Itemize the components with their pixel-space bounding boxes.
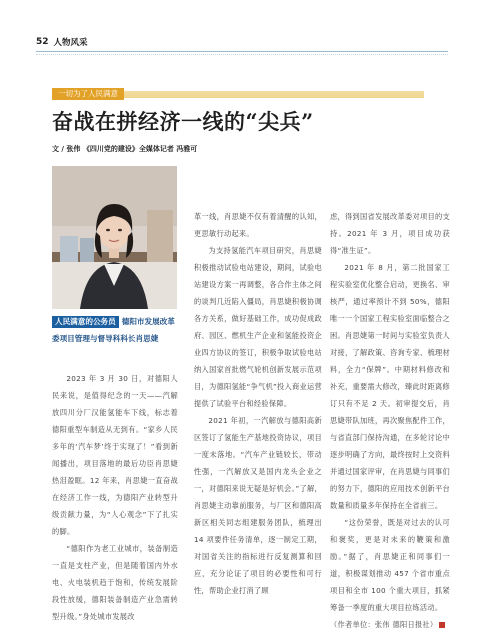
article-byline: 文 / 张伟 《四川党的建设》全媒体记者 冯雅可 [52, 145, 198, 153]
header-rule [36, 51, 448, 52]
paragraph: “德阳作为老工业城市，装备制造一直是支柱产业，但是随着国内外水电、火电装机趋于饱和，传统发展阶段性放缓，德阳装备制造产业急需转型升级。”身处城市发展改 [52, 544, 178, 621]
body-column-1 [52, 370, 178, 625]
article-title: 奋战在拼经济一线的“尖兵” [52, 109, 314, 134]
paragraph: 2021 年 8 月，第二批国家工程实验室优化整合启动，更换名、审核严，通过率预计不到 50%，德阳唯一一个国家工程实验室面临整合之困。肖思婕第一时间与实验室负责人对接，了解政策、咨询专家、梳理材料，全力“保牌”。中期材料修改和补充，重要需大修改，臻此时距离修订只有不足 2 天。初审提交后，肖思婕带队加班，再次聚焦配件工作，与省直部门保持沟通，在多轮讨论中逐步明确了方向，最终按时上交资料并通过国家评审，在肖思婕与同事们的努力下，德阳的应用技术创新平台数量和质量多年保持在全省前三。 [330, 263, 450, 510]
paragraph: 为支持氢能汽车项目研究，肖思婕积极推动试验电站建设，期间，试验电站建设方案一再调整，各合作主体之间的谈判几近陷入僵局，肖思婕积极协调各方关系，做好基础工作，成功促成政府、园区、燃机生产企业和氢能投资企业四方协议的签订，积极争取试验电站纳入国家首批燃气轮机创新发展示范项目，为德阳氢能“争气机”投入商业运营提供了试验平台和经验保障。 [194, 246, 322, 408]
photo-caption [52, 313, 180, 347]
column-banner [52, 88, 424, 100]
caption-badge: 人民满意的公务员 [52, 316, 119, 328]
body-column-3 [330, 208, 450, 633]
column-label: 一切为了人民满意 [52, 88, 124, 100]
paragraph: 虑，得到国省发展改革委对项目的支持。2021 年 3 月，项目成功获得“准生证”。 [330, 212, 450, 255]
header-dotted-rule [36, 54, 448, 55]
caption-text: 德阳市发展改革委项目管理与督导科科长肖思婕 [52, 317, 175, 343]
paragraph: 2021 年初，一汽解放与德阳高新区签订了氢能生产基地投资协议，项目一度未落地。“汽车产业链较长，带动性强，一汽解放又是国内龙头企业之一，对德阳来说无疑是好机会。”了解，肖思婕主动靠前服务，与厂区和德阳高新区相关同志组建服务团队，梳理出 14 项要件任务清单，逐一制定工期，对国省关注的指标进行反复测算和回应，充分论证了项目的必要性和可行性，帮助企业打消了顾 [194, 416, 322, 595]
author-credit: （作者单位：张伟 德阳日报社） [330, 620, 438, 629]
page-number: 52 [36, 37, 49, 47]
banner-bar [124, 91, 424, 98]
portrait-photo [52, 166, 177, 309]
paragraph: “这份荣誉，既是对过去的认可和褒奖，更是对未来的鞭策和激励。”据了，肖思婕正和同事们一道，积极谋划推动 457 个省市重点项目和全市 100 个重大项目，抓紧筹备一季度的重大项目拉练活动。 [330, 518, 450, 612]
paragraph: 2023 年 3 月 30 日，对德阳人民来说，是值得纪念的一天——汽解放四川分厂汉能氢能车下线，标志着德阳重型车制造从无到有。“家乡人民多年的‘汽车梦’终于实现了！”看到新闻播出，项目落地的最后功臣肖思婕热泪盈眶。12 年来，肖思婕一直奋战在经济工作一线，为德阳产业转型升级贡献力量，为“人心观念”下了扎实的脚。 [52, 374, 178, 536]
section-name: 人物风采 [53, 38, 88, 48]
end-mark-icon [439, 622, 445, 628]
running-header [36, 34, 88, 50]
body-column-2 [194, 208, 322, 599]
credit-line [330, 616, 450, 633]
paragraph: 革一线，肖思婕不仅有着清醒的认知，更思敏行动起来。 [194, 212, 322, 238]
